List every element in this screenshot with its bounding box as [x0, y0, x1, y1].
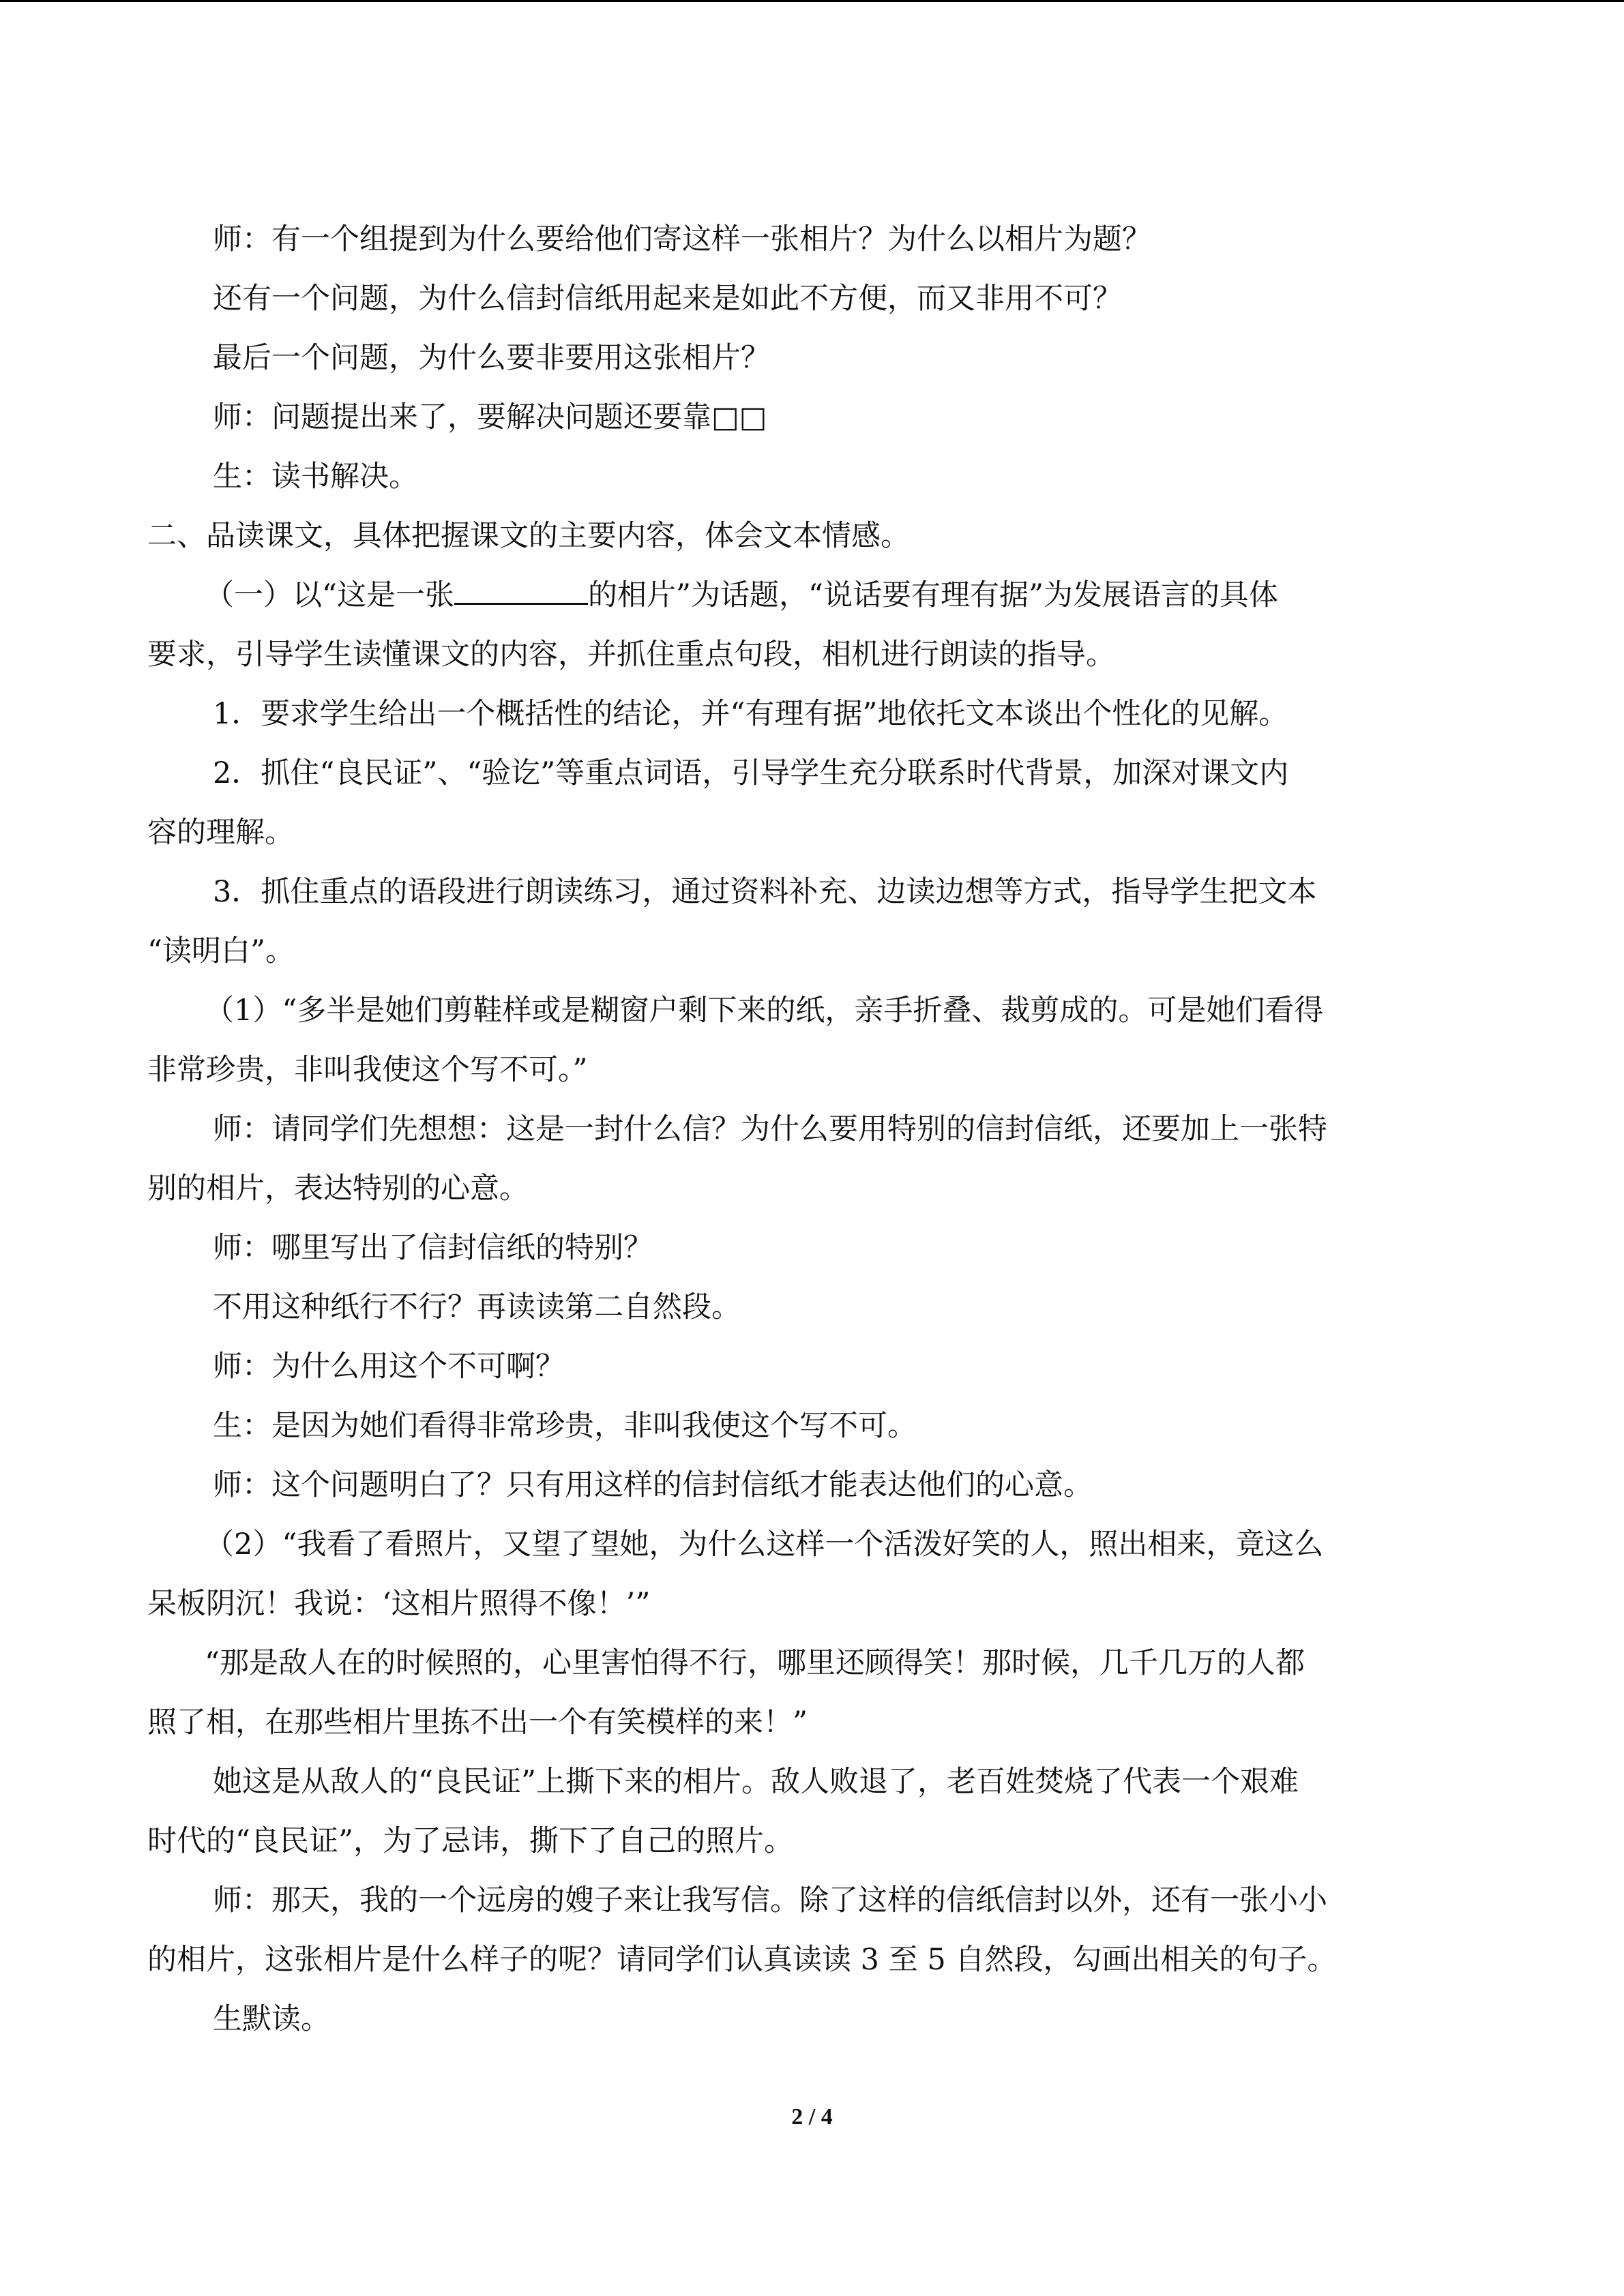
paragraph-line: 师：为什么用这个不可啊？	[213, 1350, 565, 1384]
paragraph-line: 她这是从敌人的“良民证”上撕下来的相片。敌人败退了，老百姓焚烧了代表一个艰难	[213, 1765, 1299, 1799]
paragraph-line: 2．抓住“良民证”、“验讫”等重点词语，引导学生充分联系时代背景，加深对课文内	[213, 756, 1289, 790]
paragraph-line: 师：问题提出来了，要解决问题还要靠□□	[213, 400, 767, 434]
top-border-line	[0, 0, 1624, 2]
paragraph-line: 时代的“良民证”，为了忌讳，撕下了自己的照片。	[147, 1824, 793, 1858]
paragraph-line	[147, 566, 1477, 625]
paragraph-line: 别的相片，表达特别的心意。	[147, 1172, 529, 1206]
paragraph-line: 师：那天，我的一个远房的嫂子来让我写信。除了这样的信纸信封以外，还有一张小小	[213, 1883, 1327, 1918]
topic-suffix: 的相片”为话题，“说话要有理有据”为发展语言的具体	[587, 578, 1278, 612]
paragraph-line: 1．要求学生给出一个概括性的结论，并“有理有据”地依托文本谈出个性化的见解。	[213, 697, 1288, 731]
paragraph-line: 师：请同学们先想想：这是一封什么信？为什么要用特别的信封信纸，还要加上一张特	[213, 1112, 1327, 1146]
paragraph-line: 照了相，在那些相片里拣不出一个有笑模样的来！”	[147, 1705, 808, 1740]
paragraph-line: 还有一个问题，为什么信封信纸用起来是如此不方便，而又非用不可？	[213, 282, 1122, 316]
paragraph-line: 最后一个问题，为什么要非要用这张相片？	[213, 341, 770, 375]
paragraph-line: （1）“多半是她们剪鞋样或是糊窗户剩下来的纸，亲手折叠、裁剪成的。可是她们看得	[205, 994, 1324, 1028]
paragraph-line: （2）“我看了看照片，又望了望她，为什么这样一个活泼好笑的人，照出相来，竟这么	[205, 1527, 1324, 1562]
paragraph-line: 生：是因为她们看得非常珍贵，非叫我使这个写不可。	[213, 1409, 917, 1443]
paragraph-line: “读明白”。	[147, 934, 295, 968]
paragraph-line: 生默读。	[213, 2002, 330, 2036]
topic-prefix: （一）以“这是一张	[205, 578, 454, 612]
paragraph-line: 容的理解。	[147, 816, 294, 850]
paragraph-line: 师：这个问题明白了？只有用这样的信封信纸才能表达他们的心意。	[213, 1468, 1093, 1502]
paragraph-line: 要求，引导学生读懂课文的内容，并抓住重点句段，相机进行朗读的指导。	[147, 638, 1115, 672]
document-body	[147, 210, 1477, 2049]
paragraph-line: 3．抓住重点的语段进行朗读练习，通过资料补充、边读边想等方式，指导学生把文本	[213, 875, 1317, 909]
page-number: 2 / 4	[791, 2104, 833, 2130]
paragraph-line: 生：读书解决。	[213, 460, 418, 494]
section-heading: 二、品读课文，具体把握课文的主要内容，体会文本情感。	[147, 519, 910, 553]
paragraph-line: 师：哪里写出了信封信纸的特别？	[213, 1231, 653, 1265]
paragraph-line: 非常珍贵，非叫我使这个写不可。”	[147, 1053, 588, 1087]
paragraph-line: 的相片，这张相片是什么样子的呢？请同学们认真读读 3 至 5 自然段，勾画出相关的句子。	[147, 1943, 1337, 1977]
fill-in-blank	[454, 578, 588, 605]
paragraph-line: “那是敌人在的时候照的，心里害怕得不行，哪里还顾得笑！那时候，几千几万的人都	[205, 1646, 1305, 1680]
paragraph-line: 呆板阴沉！我说：‘这相片照得不像！’”	[147, 1587, 651, 1621]
paragraph-line: 师：有一个组提到为什么要给他们寄这样一张相片？为什么以相片为题？	[213, 222, 1151, 256]
paragraph-line: 不用这种纸行不行？再读读第二自然段。	[213, 1290, 741, 1324]
